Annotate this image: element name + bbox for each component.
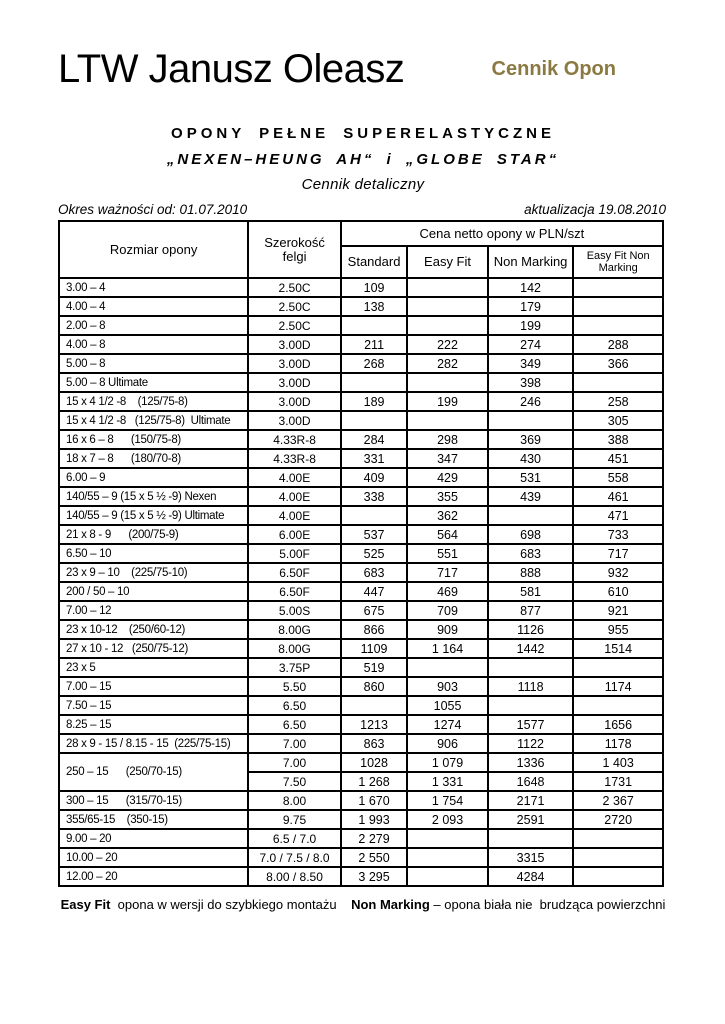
price-cell: 469 (407, 582, 488, 601)
table-row (59, 449, 663, 468)
price-cell: 610 (573, 582, 663, 601)
price-cell: 388 (573, 430, 663, 449)
price-cell: 471 (573, 506, 663, 525)
table-row (59, 373, 663, 392)
price-cell: 558 (573, 468, 663, 487)
update-date: aktualizacja 19.08.2010 (524, 202, 666, 217)
price-cell: 733 (573, 525, 663, 544)
table-row (59, 297, 663, 316)
price-cell: 362 (407, 506, 488, 525)
price-cell (407, 867, 488, 886)
price-cell (573, 696, 663, 715)
rim-width-cell: 3.00D (248, 392, 341, 411)
rim-width-cell: 5.50 (248, 677, 341, 696)
size-cell: 300 – 15 (315/70-15) (59, 791, 248, 810)
table-row (59, 715, 663, 734)
rim-width-cell: 3.75P (248, 658, 341, 677)
price-cell: 331 (341, 449, 407, 468)
price-cell: 1731 (573, 772, 663, 791)
rim-width-cell: 8.00 (248, 791, 341, 810)
price-cell: 683 (488, 544, 574, 563)
price-cell: 717 (573, 544, 663, 563)
price-cell: 2591 (488, 810, 574, 829)
size-cell: 6.00 – 9 (59, 468, 248, 487)
price-cell: 222 (407, 335, 488, 354)
table-row (59, 601, 663, 620)
price-cell (341, 696, 407, 715)
price-cell (488, 506, 574, 525)
price-cell: 189 (341, 392, 407, 411)
price-cell: 709 (407, 601, 488, 620)
rim-width-cell: 2.50C (248, 297, 341, 316)
size-cell: 15 x 4 1/2 -8 (125/75-8) Ultimate (59, 411, 248, 430)
rim-width-cell: 6.00E (248, 525, 341, 544)
size-cell: 355/65-15 (350-15) (59, 810, 248, 829)
price-cell: 1174 (573, 677, 663, 696)
table-row (59, 658, 663, 677)
legend-text: – opona biała nie brudząca powierzchni (429, 897, 666, 912)
price-cell (573, 829, 663, 848)
price-cell: 1118 (488, 677, 574, 696)
table-row (59, 316, 663, 335)
price-cell: 429 (407, 468, 488, 487)
size-cell: 4.00 – 4 (59, 297, 248, 316)
validity-date: Okres ważności od: 01.07.2010 (58, 202, 248, 217)
size-cell: 3.00 – 4 (59, 278, 248, 297)
price-cell: 863 (341, 734, 407, 753)
size-cell: 140/55 – 9 (15 x 5 ½ -9) Nexen (59, 487, 248, 506)
price-cell: 2 279 (341, 829, 407, 848)
size-cell: 23 x 10-12 (250/60-12) (59, 620, 248, 639)
size-cell: 21 x 8 - 9 (200/75-9) (59, 525, 248, 544)
size-cell: 6.50 – 10 (59, 544, 248, 563)
price-cell: 1178 (573, 734, 663, 753)
rim-width-cell: 6.50F (248, 563, 341, 582)
size-cell: 12.00 – 20 (59, 867, 248, 886)
price-cell: 288 (573, 335, 663, 354)
size-cell: 5.00 – 8 (59, 354, 248, 373)
price-cell (407, 278, 488, 297)
table-row (59, 677, 663, 696)
col-header-standard: Standard (341, 246, 407, 278)
price-cell (573, 373, 663, 392)
price-cell: 1126 (488, 620, 574, 639)
price-cell: 398 (488, 373, 574, 392)
rim-width-cell: 8.00 / 8.50 (248, 867, 341, 886)
price-cell: 1514 (573, 639, 663, 658)
price-cell: 282 (407, 354, 488, 373)
price-cell: 2171 (488, 791, 574, 810)
rim-width-cell: 2.50C (248, 316, 341, 335)
price-cell: 1336 (488, 753, 574, 772)
price-cell: 1055 (407, 696, 488, 715)
size-cell: 7.00 – 12 (59, 601, 248, 620)
price-cell: 2 367 (573, 791, 663, 810)
price-cell: 447 (341, 582, 407, 601)
price-cell: 1 754 (407, 791, 488, 810)
heading-product-line: OPONY PEŁNE SUPERELASTYCZNE (171, 125, 555, 142)
meta-row (58, 202, 666, 217)
size-cell: 28 x 9 - 15 / 8.15 - 15 (225/75-15) (59, 734, 248, 753)
price-cell: 1 403 (573, 753, 663, 772)
rim-width-cell: 8.00G (248, 620, 341, 639)
price-cell: 2 093 (407, 810, 488, 829)
price-cell: 906 (407, 734, 488, 753)
rim-width-cell: 6.50F (248, 582, 341, 601)
size-cell: 200 / 50 – 10 (59, 582, 248, 601)
legend-term: Easy Fit (60, 897, 111, 912)
price-cell: 1213 (341, 715, 407, 734)
legend (58, 897, 668, 912)
price-cell (341, 373, 407, 392)
rim-width-cell: 7.00 (248, 753, 341, 772)
price-cell: 274 (488, 335, 574, 354)
price-cell: 355 (407, 487, 488, 506)
rim-width-cell: 3.00D (248, 373, 341, 392)
col-header-non-marking: Non Marking (488, 246, 574, 278)
rim-width-cell: 6.50 (248, 696, 341, 715)
size-cell: 7.00 – 15 (59, 677, 248, 696)
price-cell: 1648 (488, 772, 574, 791)
price-cell: 1 993 (341, 810, 407, 829)
price-cell: 338 (341, 487, 407, 506)
price-cell (488, 658, 574, 677)
rim-width-cell: 6.50 (248, 715, 341, 734)
size-cell: 27 x 10 - 12 (250/75-12) (59, 639, 248, 658)
table-row (59, 487, 663, 506)
rim-width-cell: 7.0 / 7.5 / 8.0 (248, 848, 341, 867)
price-cell (407, 848, 488, 867)
price-cell: 1109 (341, 639, 407, 658)
price-cell (488, 829, 574, 848)
price-cell: 698 (488, 525, 574, 544)
price-cell: 199 (407, 392, 488, 411)
price-cell: 675 (341, 601, 407, 620)
price-cell (341, 506, 407, 525)
rim-width-cell: 9.75 (248, 810, 341, 829)
table-row (59, 791, 663, 810)
price-cell: 451 (573, 449, 663, 468)
price-cell: 258 (573, 392, 663, 411)
size-cell: 23 x 9 – 10 (225/75-10) (59, 563, 248, 582)
rim-width-cell: 5.00F (248, 544, 341, 563)
col-header-rim: Szerokość felgi (248, 221, 341, 278)
price-cell: 525 (341, 544, 407, 563)
size-cell: 16 x 6 – 8 (150/75-8) (59, 430, 248, 449)
price-cell: 305 (573, 411, 663, 430)
size-cell: 15 x 4 1/2 -8 (125/75-8) (59, 392, 248, 411)
price-cell (341, 411, 407, 430)
rim-width-cell: 3.00D (248, 411, 341, 430)
page-title: LTW Janusz Oleasz (58, 46, 405, 91)
doc-type-label: Cennik Opon (491, 57, 616, 80)
rim-width-cell: 4.33R-8 (248, 430, 341, 449)
price-cell: 1274 (407, 715, 488, 734)
document-header (58, 42, 668, 96)
size-cell: 7.50 – 15 (59, 696, 248, 715)
rim-width-cell: 3.00D (248, 354, 341, 373)
price-cell: 564 (407, 525, 488, 544)
price-cell: 932 (573, 563, 663, 582)
table-row (59, 506, 663, 525)
table-row (59, 392, 663, 411)
rim-width-cell: 4.00E (248, 487, 341, 506)
price-cell (407, 316, 488, 335)
price-cell: 1656 (573, 715, 663, 734)
price-cell: 531 (488, 468, 574, 487)
price-cell: 284 (341, 430, 407, 449)
price-cell: 461 (573, 487, 663, 506)
price-cell: 1 670 (341, 791, 407, 810)
price-cell: 439 (488, 487, 574, 506)
table-row (59, 582, 663, 601)
table-row (59, 867, 663, 886)
price-cell: 581 (488, 582, 574, 601)
price-cell: 1 268 (341, 772, 407, 791)
price-cell (407, 373, 488, 392)
price-cell (407, 658, 488, 677)
price-cell: 2720 (573, 810, 663, 829)
price-cell: 888 (488, 563, 574, 582)
price-cell (407, 411, 488, 430)
price-cell: 1 164 (407, 639, 488, 658)
table-row (59, 734, 663, 753)
price-cell: 717 (407, 563, 488, 582)
rim-width-cell: 4.00E (248, 468, 341, 487)
legend-text: opona w wersji do szybkiego montażu (110, 897, 352, 912)
rim-width-cell: 4.33R-8 (248, 449, 341, 468)
col-header-size: Rozmiar opony (59, 221, 248, 278)
price-cell (573, 316, 663, 335)
size-cell: 23 x 5 (59, 658, 248, 677)
price-cell (573, 278, 663, 297)
table-row (59, 639, 663, 658)
price-cell: 179 (488, 297, 574, 316)
rim-width-cell: 3.00D (248, 335, 341, 354)
table-row (59, 525, 663, 544)
size-cell: 4.00 – 8 (59, 335, 248, 354)
size-cell: 5.00 – 8 Ultimate (59, 373, 248, 392)
price-cell: 921 (573, 601, 663, 620)
price-cell: 860 (341, 677, 407, 696)
price-cell: 955 (573, 620, 663, 639)
price-cell (573, 848, 663, 867)
price-cell: 4284 (488, 867, 574, 886)
table-row (59, 411, 663, 430)
table-row (59, 563, 663, 582)
price-cell: 138 (341, 297, 407, 316)
size-cell: 18 x 7 – 8 (180/70-8) (59, 449, 248, 468)
table-row (59, 278, 663, 297)
price-cell: 877 (488, 601, 574, 620)
price-cell (488, 696, 574, 715)
heading-brands: „NEXEN–HEUNG AH“ i „GLOBE STAR“ (166, 151, 560, 168)
table-row (59, 544, 663, 563)
price-cell: 142 (488, 278, 574, 297)
price-cell (573, 297, 663, 316)
price-table (58, 220, 664, 887)
table-row (59, 753, 663, 772)
rim-width-cell: 7.00 (248, 734, 341, 753)
size-cell: 10.00 – 20 (59, 848, 248, 867)
price-cell (573, 867, 663, 886)
price-cell: 1122 (488, 734, 574, 753)
price-cell: 1 331 (407, 772, 488, 791)
table-row (59, 468, 663, 487)
table-header (59, 221, 663, 278)
table-row (59, 335, 663, 354)
price-cell: 683 (341, 563, 407, 582)
price-cell: 211 (341, 335, 407, 354)
price-cell: 866 (341, 620, 407, 639)
price-cell (573, 658, 663, 677)
price-cell: 347 (407, 449, 488, 468)
table-row (59, 430, 663, 449)
rim-width-cell: 5.00S (248, 601, 341, 620)
price-cell: 366 (573, 354, 663, 373)
price-cell: 430 (488, 449, 574, 468)
table-row (59, 354, 663, 373)
price-cell: 109 (341, 278, 407, 297)
col-header-easy-fit-non-marking: Easy Fit Non Marking (573, 246, 663, 278)
table-row (59, 810, 663, 829)
price-cell (341, 316, 407, 335)
price-cell: 298 (407, 430, 488, 449)
price-cell: 369 (488, 430, 574, 449)
price-cell: 1 079 (407, 753, 488, 772)
price-cell: 537 (341, 525, 407, 544)
price-cell: 349 (488, 354, 574, 373)
rim-width-cell: 4.00E (248, 506, 341, 525)
price-cell: 1577 (488, 715, 574, 734)
heading-pricelist-type: Cennik detaliczny (301, 176, 425, 193)
rim-width-cell: 6.5 / 7.0 (248, 829, 341, 848)
legend-term: Non Marking (351, 897, 430, 912)
price-cell: 3315 (488, 848, 574, 867)
size-cell: 2.00 – 8 (59, 316, 248, 335)
rim-width-cell: 8.00G (248, 639, 341, 658)
table-row (59, 848, 663, 867)
price-cell: 199 (488, 316, 574, 335)
size-cell: 9.00 – 20 (59, 829, 248, 848)
price-cell: 1442 (488, 639, 574, 658)
price-cell: 2 550 (341, 848, 407, 867)
price-cell (488, 411, 574, 430)
table-row (59, 620, 663, 639)
rim-width-cell: 2.50C (248, 278, 341, 297)
price-cell: 409 (341, 468, 407, 487)
price-cell: 246 (488, 392, 574, 411)
price-cell: 1028 (341, 753, 407, 772)
table-row (59, 829, 663, 848)
price-cell (407, 297, 488, 316)
price-cell: 909 (407, 620, 488, 639)
price-cell (407, 829, 488, 848)
col-header-easy-fit: Easy Fit (407, 246, 488, 278)
rim-width-cell: 7.50 (248, 772, 341, 791)
size-cell: 250 – 15 (250/70-15) (59, 753, 248, 791)
price-cell: 268 (341, 354, 407, 373)
price-cell: 519 (341, 658, 407, 677)
table-row (59, 696, 663, 715)
size-cell: 8.25 – 15 (59, 715, 248, 734)
price-cell: 551 (407, 544, 488, 563)
size-cell: 140/55 – 9 (15 x 5 ½ -9) Ultimate (59, 506, 248, 525)
price-cell: 3 295 (341, 867, 407, 886)
price-cell: 903 (407, 677, 488, 696)
col-header-price-group: Cena netto opony w PLN/szt (341, 221, 663, 246)
